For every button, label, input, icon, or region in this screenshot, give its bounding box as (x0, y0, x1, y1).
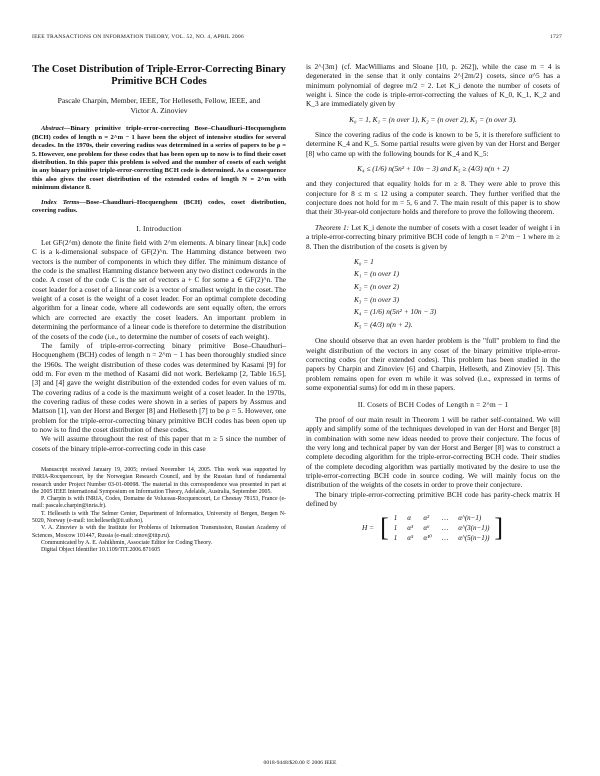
footnote-charpin: P. Charpin is with INRIA, Codes, Domaine de Voluceau-Rocquencourt, Le Chesnay 78153, France (e-mail: pascale.charpin@inria.fr). (32, 496, 286, 510)
footnote-zinoviev: V. A. Zinoviev is with the Institute for Problems of Information Transmission, Russian Academy of Sciences, Moscow 101447, Russia (e-mail: zinov@iitp.ru). (32, 525, 286, 539)
index-terms (32, 199, 286, 216)
theorem-1 (306, 223, 560, 251)
theorem-eq-k3: K₃ = (n over 3) (354, 294, 400, 304)
matrix-cell: α² (423, 514, 430, 523)
matrix-cell: 1 (393, 514, 398, 523)
section-heading-cosets: II. Cosets of BCH Codes of Length n = 2^m − 1 (357, 400, 509, 410)
matrix-row (389, 523, 495, 533)
paper-title: The Coset Distribution of Triple-Error-Correcting Binary Primitive BCH Codes (32, 64, 286, 87)
matrix-cell: α³ (407, 524, 414, 533)
theorem-eq-k2: K₂ = (n over 2) (354, 282, 400, 292)
matrix-cell: 1 (393, 534, 398, 543)
matrix-cell: α^(3(n−1)) (458, 524, 490, 533)
intro-paragraph-2: The family of triple-error-correcting binary primitive Bose–Chaudhuri–Hocquenghem (BCH) codes of length n = 2^m − 1 has been thoroughly studied since the 1960s. The weight distribution of these codes was determined by Kasami [9] for odd m. For even m the method of Kasami did not work. Berlekamp [2, Table 16.5], [3] and [4] gave the weight distribution of the extended codes for even values of m. The covering radius of a code is the maximum weight of a coset leader. In the 1970s, the covering radius of these codes were shown in a series of papers by Assmus and Mattson [1], van der Horst and Berger [8] and Helleseth [7] to be ρ = 5. However, one problem for the triple-error-correcting binary primitive BCH codes has been open up to now is to find the coset distribution of these codes. (32, 340, 286, 434)
footnote-doi: Digital Object Identifier 10.1109/TIT.2006.871605 (41, 547, 161, 554)
matrix-label: H = (362, 523, 375, 533)
equation-k0-k3: K₀ = 1, K₁ = (n over 1), K₂ = (n over 2), K₃ = (n over 3). (349, 114, 517, 124)
right-paragraph-6: The binary triple-error-correcting primitive BCH code has parity-check matrix H defined by (306, 489, 560, 508)
matrix-cell: … (441, 514, 449, 523)
matrix-cell: α^(5(n−1)) (458, 534, 490, 543)
left-column (32, 62, 286, 555)
matrix-cell: α (407, 514, 411, 523)
index-terms-label: Index Terms— (41, 198, 86, 206)
footnotes (32, 467, 286, 555)
matrix-cell: α⁶ (423, 524, 430, 533)
right-paragraph-4: One should observe that an even harder problem is the "full" problem to find the weight distribution of the vectors in any coset of the binary primitive triple-error-correcting codes (or their extended codes). This problem has been studied in the papers by Charpin and Zinoviev [6] and Charpin, Helleseth, and Zinoviev [5]. This problem remains open for even m while it was solved (i.e., expressed in terms of some exponential sums) for odd m in these papers. (306, 336, 560, 393)
running-header (32, 34, 562, 40)
abstract-label: Abstract— (41, 125, 71, 133)
section-heading-intro: I. Introduction (136, 223, 182, 233)
right-paragraph-2: Since the covering radius of the code is known to be 5, it is therefore sufficient to determine K_4 and K_5. Some partial results were given by van der Horst and Berger [8] who came up with the following bounds for K_4 and K_5: (306, 130, 560, 158)
matrix-row (389, 513, 495, 523)
matrix-left-bracket: [ (380, 513, 389, 543)
matrix-cell: … (441, 524, 449, 533)
theorem-equations (354, 256, 560, 332)
theorem-eq-k4: K₄ = (1/6) n(5n² + 10n − 3) (354, 307, 437, 317)
footnote-manuscript: Manuscript received January 19, 2005; revised November 14, 2005. This work was supported by INRIA-Rocquencourt, by the Norwegian Research Council, and by the Russian fund of fundamental research under Project Number 03-01-00098. The material in this correspondence was presented in part at the 2005 IEEE International Symposium on Information Theory, Adelaide, Australia, September 2005. (32, 466, 286, 495)
footnote-helleseth: T. Helleseth is with The Selmer Center, Department of Informatics, University of Bergen, Bergen N-5020, Norway (e-mail: tor.helleseth@ii.uib.no). (32, 510, 286, 525)
theorem-eq-k0: K₀ = 1 (354, 256, 374, 266)
theorem-label: Theorem 1: (315, 222, 350, 232)
matrix-right-bracket: ] (494, 513, 504, 543)
right-column (306, 62, 560, 543)
footnote-editor: Communicated by A. E. Ashikhmin, Associate Editor for Coding Theory. (41, 539, 213, 546)
page-footer: 0018-9448/$20.00 © 2006 IEEE (263, 760, 337, 766)
theorem-eq-k5: K₅ = (4/3) n(n + 2). (354, 319, 413, 329)
matrix-cell: α^(n−1) (458, 514, 482, 523)
parity-check-matrix (362, 513, 560, 543)
abstract (32, 125, 286, 193)
authors-line-2: Victor A. Zinoviev (130, 105, 188, 115)
author-list (32, 96, 286, 115)
page-number: 1727 (550, 34, 562, 40)
matrix-table (389, 513, 495, 543)
abstract-text: Binary primitive triple-error-correcting Bose–Chaudhuri–Hocquenghem (BCH) codes of length n = 2^m − 1 have been the object of intensive studies for several decades. In the 1970s, their covering radius was determined in a series of papers to be ρ = 5. However, one problem for these codes that has been open up to now is to find their coset distribution. In this paper this problem is solved and the number of cosets of each weight in any binary primitive triple-error-correcting BCH code is determined. As a consequence this also gives the coset distribution of the extended codes of length N = 2^m with minimum distance 8. (32, 125, 286, 192)
intro-paragraph-1: Let GF(2^m) denote the finite field with 2^m elements. A binary linear [n,k] code C is a k-dimensional subspace of GF(2)^n. The Hamming distance between two vectors is the number of components in which they differ. The minimum distance of the code is the smallest Hamming distance between any two distinct codewords in the code. A coset of the code C is the set of vectors a + C for some a ∈ GF(2)^n. The coset leader for a coset of a linear code is a vector of smallest weight in the coset. The weight of a coset is the weight of a coset leader. For an optimal complete decoding algorithm for a linear code, where all codewords are sent equally often, the errors which are corrected are exactly the coset leaders. An important problem in determining the performance of a linear code is therefore to determine the distribution of the cosets of the code (i.e., to determine the number of cosets of each weight). (32, 238, 286, 341)
index-terms-text: Bose–Chaudhuri–Hocquenghem (BCH) codes, coset distribution, covering radius. (32, 198, 286, 215)
theorem-text: Let K_i denote the number of cosets with a coset leader of weight i in a triple-error-correcting binary primitive BCH code of length n = 2^m − 1 where m ≥ 8. Then the distribution of the cosets is given by (306, 222, 560, 251)
right-paragraph-3: and they conjectured that equality holds for m ≥ 8. They were able to prove this conjecture for 8 ≤ m ≤ 12 using a computer search. They further verified that the conjecture does not hold for m = 5, 6 and 7. The main result of this paper is to show that their 30-year-old conjecture holds and therefore to prove the following theorem. (306, 179, 560, 217)
matrix-cell: 1 (393, 524, 398, 533)
matrix-cell: α⁵ (407, 534, 414, 543)
matrix-cell: … (441, 534, 449, 543)
matrix-row (389, 533, 495, 543)
right-paragraph-5: The proof of our main result in Theorem 1 will be rather self-contained. We will apply and simplify some of the techniques developed in van der Horst and Berger [8] in combination with some new ideas needed to prove their conjecture. The focus of the very long and technical paper by van der Horst and Berger [8] was to construct a complete decoding algorithm for the triple-error-correcting BCH code. Their studies of the complete decoding algorithm was partially motivated by the desire to use the triple-error-correcting BCH code in source coding. We will mainly focus on the distribution of the weights of the cosets in order to prove their conjecture. (306, 414, 560, 490)
matrix-cell: α¹⁰ (423, 534, 432, 543)
journal-name: IEEE TRANSACTIONS ON INFORMATION THEORY, VOL. 52, NO. 4, APRIL 2006 (32, 34, 244, 40)
theorem-eq-k1: K₁ = (n over 1) (354, 269, 400, 279)
equation-bounds: K₄ ≤ (1/6) n(5n² + 10n − 3) and K₅ ≥ (4/3) n(n + 2) (357, 164, 509, 174)
intro-paragraph-3: We will assume throughout the rest of this paper that m ≥ 5 since the number of cosets of the binary triple-error-correcting code in this case (32, 434, 286, 453)
right-paragraph-1: is 2^{3m} (cf. MacWilliams and Sloane [10, p. 262]), while the case m = 4 is degenerated in the sense that it only contains 2^{2m/2} cosets, since α^5 has a minimum polynomial of degree m/2 = 2. Let K_i denote the number of cosets of weight i. Since the code is triple-error-correcting the values of K_0, K_1, K_2 and K_3 are immediately given by (306, 62, 560, 109)
authors-line-1: Pascale Charpin, Member, IEEE, Tor Helleseth, Fellow, IEEE, and (57, 96, 261, 105)
